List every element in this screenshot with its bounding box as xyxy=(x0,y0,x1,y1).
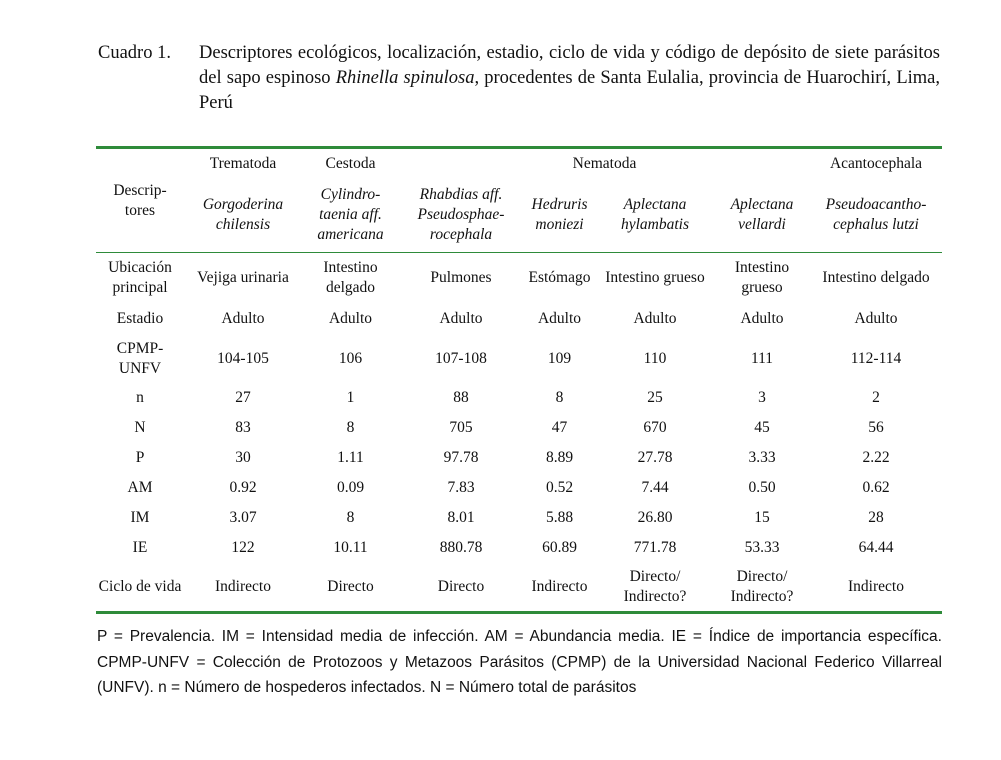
table-cell: 88 xyxy=(453,388,469,406)
table-row xyxy=(96,253,942,303)
group-acantocephala: Acantocephala xyxy=(829,154,923,172)
species-header: Aplectana hylambatis xyxy=(620,196,690,234)
table-cell: Directo xyxy=(327,577,374,595)
table-cell: 28 xyxy=(868,508,884,526)
table-cell: 0.09 xyxy=(336,478,365,496)
table-cell: 107-108 xyxy=(435,349,487,367)
table-cell: 26.80 xyxy=(637,508,673,526)
table-cell: 5.88 xyxy=(545,508,574,526)
table-cell: Intestino delgado xyxy=(822,268,930,286)
table-cell: 0.62 xyxy=(862,478,890,496)
table-cell: Directo/ Indirecto? xyxy=(623,567,687,605)
table-cell: 8 xyxy=(346,418,355,436)
table-caption xyxy=(98,41,940,116)
table-cell: Indirecto xyxy=(531,577,588,595)
table-cell: 15 xyxy=(754,508,770,526)
table-cell: 7.83 xyxy=(447,478,475,496)
table-cell: Adulto xyxy=(439,309,483,327)
table-cell: 110 xyxy=(643,349,667,367)
table-cell: 97.78 xyxy=(443,448,479,466)
table-cell: Indirecto xyxy=(215,577,271,595)
species-header: Pseudoacantho- cephalus lutzi xyxy=(825,196,927,234)
table-row xyxy=(96,303,942,335)
table-cell: 8 xyxy=(555,388,564,406)
caption-text-after: , procedentes de Santa Eulalia, provincia de Huarochirí, Lima, Perú xyxy=(199,68,940,113)
table-cell: Intestino grueso xyxy=(734,258,790,296)
species-header: Aplectana vellardi xyxy=(730,196,794,234)
table-cell: Adulto xyxy=(740,309,784,327)
row-label: IM xyxy=(130,508,150,526)
table-cell: 0.50 xyxy=(748,478,776,496)
table-row xyxy=(96,473,942,503)
table-cell: Intestino grueso xyxy=(605,268,705,286)
table-cell: 10.11 xyxy=(333,538,368,556)
table-cell: 7.44 xyxy=(641,478,669,496)
descriptor-header: Descrip- tores xyxy=(96,148,184,253)
species-header: Gorgoderina chilensis xyxy=(202,196,284,234)
table-cell: 3 xyxy=(758,388,766,406)
table-row xyxy=(96,413,942,443)
table-row xyxy=(96,335,942,383)
species-header: Hedruris moniezi xyxy=(531,196,588,234)
table-cell: 1 xyxy=(346,388,355,406)
row-label: Ciclo de vida xyxy=(98,577,182,595)
row-label: N xyxy=(134,418,146,436)
table-cell: 0.52 xyxy=(545,478,574,496)
table-cell: 670 xyxy=(643,418,667,436)
table-cell: 109 xyxy=(547,349,572,367)
caption-text xyxy=(199,41,940,116)
species-header-row xyxy=(96,179,942,253)
table-cell: 47 xyxy=(551,418,568,436)
table-cell: Adulto xyxy=(221,309,265,327)
row-label: Ubicación principal xyxy=(108,258,172,296)
table-cell: Estómago xyxy=(528,268,591,286)
table-cell: Pulmones xyxy=(430,268,492,286)
table-cell: 25 xyxy=(647,388,663,406)
row-label: AM xyxy=(127,478,153,496)
table-row xyxy=(96,563,942,613)
table-cell: 27 xyxy=(235,388,251,406)
table-cell: 8.89 xyxy=(545,448,574,466)
species-header: Cylindro- taenia aff. americana xyxy=(317,186,384,244)
row-label: IE xyxy=(132,538,148,556)
row-label: CPMP- UNFV xyxy=(116,339,164,377)
table-cell: 56 xyxy=(868,418,884,436)
table-cell: 2 xyxy=(872,388,880,406)
table-cell: 104-105 xyxy=(217,349,269,367)
table-cell: Vejiga urinaria xyxy=(197,268,289,286)
table-cell: Indirecto xyxy=(848,577,904,595)
table-cell: 45 xyxy=(754,418,770,436)
table-cell: 705 xyxy=(449,418,473,436)
table-cell: 53.33 xyxy=(744,538,780,556)
table-cell: 64.44 xyxy=(858,538,894,556)
caption-species: Rhinella spinulosa xyxy=(335,68,475,88)
table-cell: 83 xyxy=(235,418,251,436)
row-label: Estadio xyxy=(116,309,164,327)
table-cell: 111 xyxy=(750,349,774,367)
species-header: Rhabdias aff. Pseudosphae- rocephala xyxy=(417,186,505,244)
row-label: P xyxy=(135,448,145,466)
group-cestoda: Cestoda xyxy=(325,154,376,172)
table-cell: Directo/ Indirecto? xyxy=(730,567,794,605)
table-cell: Adulto xyxy=(633,309,677,327)
table-cell: 106 xyxy=(338,349,363,367)
row-label: n xyxy=(136,388,144,406)
table-footnote: P = Prevalencia. IM = Intensidad media de infección. AM = Abundancia media. IE = Índice de importancia específica. CPMP-UNFV = Colección de Protozoos y Metazoos Parásitos (CPMP) de la Universidad Nacional Federico Villarreal (UNFV). n = Número de hospederos infectados. N = Número total de parásitos xyxy=(97,628,942,696)
table-cell: 112-114 xyxy=(850,349,902,367)
parasite-table xyxy=(96,146,942,614)
table-cell: 3.33 xyxy=(748,448,776,466)
table-cell: 2.22 xyxy=(862,448,890,466)
table-cell: Adulto xyxy=(854,309,898,327)
table-cell: 27.78 xyxy=(637,448,673,466)
table-row xyxy=(96,533,942,563)
table-cell: 8.01 xyxy=(447,508,475,526)
table-row xyxy=(96,383,942,413)
table-cell: 1.11 xyxy=(337,448,364,466)
table-row xyxy=(96,443,942,473)
table-cell: 880.78 xyxy=(439,538,483,556)
table-cell: 30 xyxy=(235,448,251,466)
table-cell: 122 xyxy=(231,538,255,556)
caption-text-before: Descriptores ecológicos, localización, estadio, ciclo de vida y código de depósito de siete parásitos del sapo espinoso xyxy=(199,43,940,88)
table-cell: 60.89 xyxy=(542,538,577,556)
table-cell: 771.78 xyxy=(633,538,677,556)
table-cell: Adulto xyxy=(328,309,373,327)
table-cell: Directo xyxy=(437,577,485,595)
group-trematoda: Trematoda xyxy=(209,154,277,172)
table-cell: 0.92 xyxy=(229,478,257,496)
caption-label: Cuadro 1. xyxy=(98,43,171,63)
table-cell: Adulto xyxy=(537,309,582,327)
table-cell: Intestino delgado xyxy=(323,258,378,296)
table-cell: 3.07 xyxy=(229,508,257,526)
group-nematoda: Nematoda xyxy=(572,154,637,172)
table-cell: 8 xyxy=(346,508,355,526)
table-row xyxy=(96,503,942,533)
